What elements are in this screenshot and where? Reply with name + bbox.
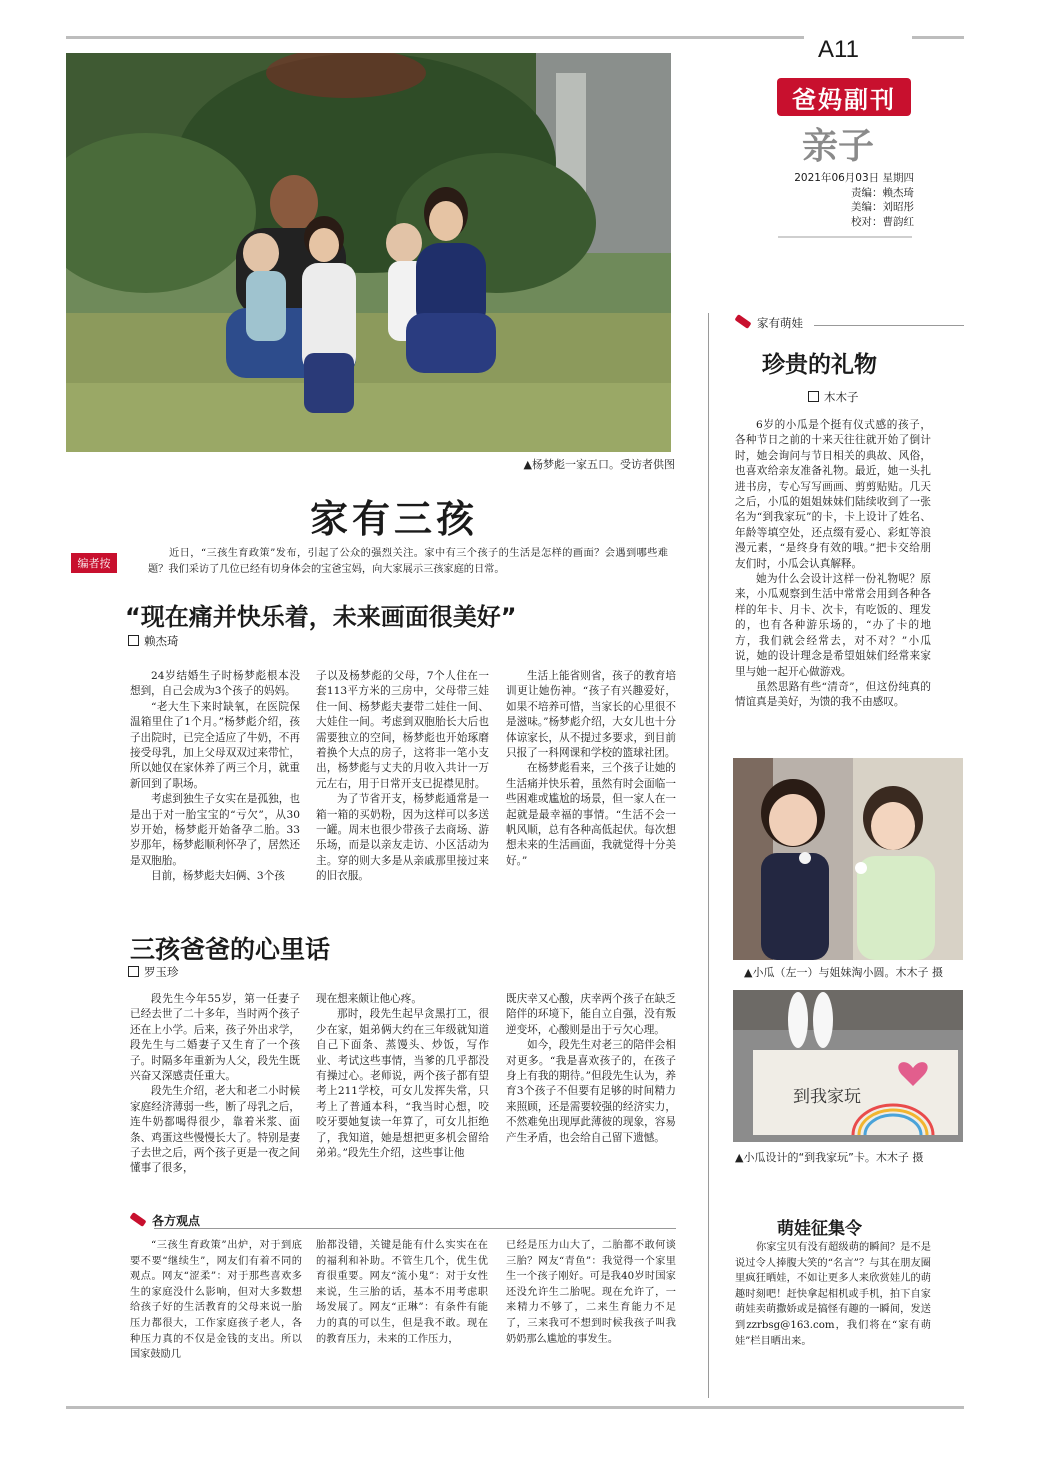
sidebar-p2: 她为什么会设计这样一份礼物呢？原来，小瓜观察到生活中常常会用到各种各样的年卡、月卡、次卡，有吃饭的、理发的，也有各种游乐场的，“办了卡的地方，我们就会经常去，对不对？”小瓜说，她的设计理念是希望姐妹们经常来家里与她一起开心做游戏。 bbox=[735, 573, 931, 678]
sidebar-text bbox=[735, 418, 931, 748]
editor-note-text: 近日，“三孩生育政策”发布，引起了公众的强烈关注。家中有三个孩子的生活是怎样的画面？会遇到哪些难题？我们采访了几位已经有切身体会的宝爸宝妈，向大家展示三孩家庭的日常。 bbox=[148, 548, 668, 575]
story2-col1 bbox=[130, 992, 300, 1188]
story1-col2-p2: 为了节省开支，杨梦彪通常是一箱一箱的买奶粉，因为这样可以多送一罐。周末也很少带孩子去商场、游乐场，而是以亲友走访、小区活动为主。穿的则大多是从亲戚那里接过来的旧衣服。 bbox=[316, 793, 489, 883]
story1-byline bbox=[128, 633, 179, 649]
byline-box-icon bbox=[128, 635, 139, 646]
opinions-label bbox=[130, 1212, 200, 1229]
header-divider bbox=[778, 236, 912, 238]
story2-col3 bbox=[506, 992, 676, 1188]
story1-col3-p1: 生活上能省则省，孩子的教育培训更让她伤神。“孩子有兴趣爱好，如果不培养可惜，当家长的心里很不是滋味。”杨梦彪介绍，大女儿也十分体谅家长，从不提过多要求，到目前只报了一科网课和学校的篮球社团。 bbox=[506, 670, 676, 760]
story1-col3-p2: 在杨梦彪看来，三个孩子让她的生活痛并快乐着，虽然有时会面临一些困难或尴尬的场景，但一家人在一起就是最幸福的事情。“生活不会一帆风顺，总有各种高低起伏。每次想想未来的生活画面，我就觉得十分美好。” bbox=[506, 762, 676, 867]
story2-col2 bbox=[316, 992, 489, 1188]
family-photo-caption: ▲杨梦彪一家五口。受访者供图 bbox=[523, 458, 675, 471]
story1-col2-p1: 子以及杨梦彪的父母，7个人住在一套113平方米的三房中，父母带三娃住一间、杨梦彪夫妻带二娃住一间、大娃住一间。考虑到双胞胎长大后也需要独立的空间，杨梦彪也开始琢磨着换个大点的房子，这将非一笔小支出，杨梦彪与丈夫的月收入共计一万元左右，用于日常开支已捉襟见肘。 bbox=[316, 670, 489, 790]
sidebar-byline bbox=[808, 389, 859, 405]
call-text: 你家宝贝有没有超级萌的瞬间？是不是说过令人捧腹大笑的“名言”？与其在朋友圈里疯狂晒娃，不如让更多人来欣赏娃儿的萌趣时刻吧！赶快拿起相机或手机，拍下自家萌娃卖萌撒娇或是搞怪有趣的一瞬间，发送到zzrbsg@163.com，我们将在“家有萌娃”栏目晒出来。 bbox=[735, 1242, 931, 1347]
family-photo-illustration bbox=[66, 53, 671, 452]
issue-date: 2021年06月03日 星期四 bbox=[794, 172, 914, 184]
pencil-icon bbox=[129, 1212, 146, 1227]
issue-info bbox=[764, 171, 914, 229]
top-rule-right bbox=[912, 36, 964, 39]
top-rule bbox=[66, 36, 804, 39]
story1-byline-name: 赖杰琦 bbox=[144, 634, 179, 648]
story1-col1 bbox=[130, 669, 300, 904]
issue-designer: 美编：刘昭彤 bbox=[851, 201, 914, 213]
story1-col1-p2: “老大生下来时缺氧，在医院保温箱里住了1个月。”杨梦彪介绍，孩子出院时，已完全适应了牛奶，不再接受母乳，加上父母双双过来带忙，所以她仅在家休养了两三个月，就重新回到了职场。 bbox=[130, 700, 300, 790]
story2-byline-name: 罗玉珍 bbox=[144, 965, 179, 979]
editor-note-tag bbox=[71, 553, 117, 573]
opinions-divider bbox=[154, 1228, 676, 1229]
opinions-col3: 已经是压力山大了，二胎都不敢何谈三胎？网友“青鱼”：我觉得一个家里生一个孩子刚好。可是我40岁时国家还没允许生二胎呢。现在允许了，一来精力不够了，二来生育能力不足了，三来我可不想到时候我孩子叫我奶奶那么尴尬的事发生。 bbox=[506, 1240, 676, 1345]
main-headline: 家有三孩 bbox=[310, 496, 479, 541]
page-number: A11 bbox=[818, 36, 859, 63]
opinions-label-text: 各方观点 bbox=[152, 1214, 201, 1228]
sidebar-byline-name: 木木子 bbox=[824, 390, 859, 404]
sidebar-title: 珍贵的礼物 bbox=[762, 352, 877, 378]
sidebar-p1: 6岁的小瓜是个挺有仪式感的孩子，各种节日之前的十来天往往就开始了倒计时，她会询问与节日相关的典故、风俗，也喜欢给亲友准备礼物。最近，她一头扎进书房，专心写写画画、剪剪贴贴。几天之后，小瓜的姐姐妹妹们陆续收到了一张名为“到我家玩”的卡，卡上设计了姓名、年龄等填空处，还点缀有爱心、彩虹等浪漫元素，“是终身有效的哦。”把卡交给朋友们时，小瓜会认真解释。 bbox=[735, 419, 931, 570]
story1-col1-p1: 24岁结婚生子时杨梦彪根本没想到，自己会成为3个孩子的妈妈。 bbox=[130, 670, 300, 698]
girls-photo bbox=[733, 758, 963, 960]
byline-box-icon bbox=[808, 391, 819, 402]
issue-proofreader: 校对：曹韵红 bbox=[851, 215, 914, 228]
masthead-banner bbox=[777, 78, 911, 116]
card-photo-caption: ▲小瓜设计的“到我家玩”卡。木木子 摄 bbox=[735, 1151, 924, 1164]
sidebar-label-rule bbox=[814, 325, 964, 326]
story1-col1-p3: 考虑到独生子女实在是孤独，也是出于对一胎宝宝的“亏欠”，从30岁开始，杨梦彪开始备孕二胎。33岁那年，杨梦彪顺利怀孕了，居然还是双胞胎。 bbox=[130, 793, 300, 867]
story1-col1-p4: 目前，杨梦彪夫妇俩、3个孩 bbox=[151, 870, 285, 883]
card-photo bbox=[733, 990, 963, 1142]
sidebar-label bbox=[735, 315, 803, 331]
girls-photo-caption: ▲小瓜（左一）与姐妹淘小圆。木木子 摄 bbox=[744, 966, 943, 979]
pencil-icon bbox=[734, 314, 751, 329]
story1-col3 bbox=[506, 669, 676, 904]
opinions-col1: “三孩生育政策”出炉，对于到底要不要“继续生”，网友们有着不同的观点。网友“涩柔”：对于那些喜欢多生的家庭没什么影响，但对大多数想给孩子好的生活教育的父母来说一胎压力都很大，工作家庭孩子老人，各种压力真的不仅是金钱的支出。所以国家鼓励几 bbox=[130, 1240, 302, 1361]
masthead-text: 爸妈副刊 bbox=[792, 84, 896, 114]
family-photo bbox=[66, 53, 671, 452]
section-title: 亲子 bbox=[802, 125, 875, 167]
byline-box-icon bbox=[128, 966, 139, 977]
issue-editor: 责编：赖杰琦 bbox=[851, 186, 914, 199]
story2-col2-p1: 现在想来颇让他心疼。 bbox=[316, 993, 422, 1005]
bottom-rule bbox=[66, 1406, 964, 1409]
story2-col3-p2: 如今，段先生对老三的陪伴会相对更多。“我是喜欢孩子的，在孩子身上有我的期待。”但段先生认为，养育3个孩子不但要有足够的时间精力来照顾，还是需要较强的经济实力，不然难免出现厚此薄彼的现象，容易产生矛盾，也会给自己留下遗憾。 bbox=[506, 1039, 676, 1144]
sidebar-divider bbox=[708, 313, 709, 1398]
story2-col1-p2: 段先生介绍，老大和老二小时候家庭经济薄弱一些，断了母乳之后，连牛奶都喝得很少，靠着米浆、面条、鸡蛋这些慢慢长大了。特别是妻子去世之后，两个孩子更是一夜之间懂事了很多， bbox=[130, 1085, 300, 1175]
story2-col1-p1: 段先生今年55岁，第一任妻子已经去世了二十多年，当时两个孩子还在上小学。后来，孩子外出求学，段先生与二婚妻子又生育了一个孩子。时隔多年重新为人父，段先生既兴奋又深感责任重大。 bbox=[130, 993, 300, 1083]
call-title: 萌娃征集令 bbox=[777, 1219, 862, 1239]
story2-col2-p2: 那时，段先生起早贪黑打工，很少在家，姐弟俩大约在三年级就知道自己下面条、蒸馒头、炒饭，写作业、考试这些事情，当爹的几乎都没有操过心。老师说，两个孩子都有望考上211学校，可女儿发挥失常，只考上了普通本科，“我当时心想，咬咬牙要她复读一年算了，可女儿拒绝了，我知道，她是想把更多机会留给弟弟。”段先生介绍，这些事让他 bbox=[316, 1008, 489, 1160]
sidebar-label-text: 家有萌娃 bbox=[757, 316, 803, 330]
story2-col3-p1: 既庆幸又心酸，庆幸两个孩子在缺乏陪伴的环境下，能自立自强，没有叛逆变坏，心酸则是出于亏欠心理。 bbox=[506, 993, 676, 1036]
card-text: 到我家玩 bbox=[793, 1087, 861, 1107]
sidebar-p3: 虽然思路有些“清奇”，但这份纯真的情谊真是美好，为馈的我不由感叹。 bbox=[735, 680, 931, 709]
card-photo-illustration bbox=[733, 990, 963, 1142]
story1-title: “现在痛并快乐着，未来画面很美好” bbox=[125, 603, 517, 631]
story1-col2 bbox=[316, 669, 489, 904]
opinions-col2: 胎都没错，关键是能有什么实实在在的福利和补助。不管生几个，优生优育很重要。网友“流小鬼”：对于女性来说，生三胎的话，基本不用考虑职场发展了。网友“正琳”：有条件有能力的真的可以生，但是我不敢。现在的教育压力，未来的工作压力， bbox=[316, 1240, 488, 1345]
story2-byline bbox=[128, 964, 179, 980]
editor-note-tag-label: 编者按 bbox=[77, 557, 111, 570]
girls-photo-illustration bbox=[733, 758, 963, 960]
story2-title: 三孩爸爸的心里话 bbox=[130, 935, 331, 964]
